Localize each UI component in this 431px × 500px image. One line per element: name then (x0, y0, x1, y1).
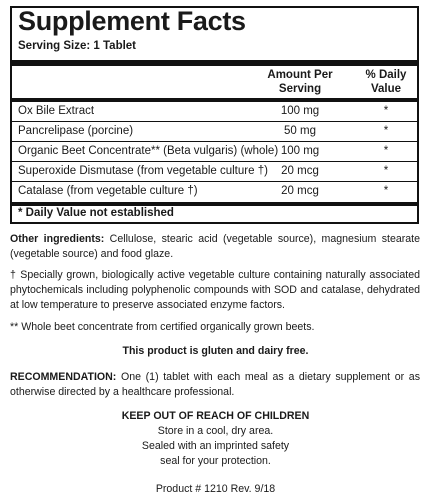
table-row (12, 142, 417, 161)
ingredient-amount: 50 mg (284, 125, 316, 137)
thick-divider (12, 60, 417, 66)
daily-value-header: % Daily Value (365, 69, 407, 95)
table-row (12, 102, 417, 121)
beet-footnote: ** Whole beet concentrate from certified organically grown beets. (10, 321, 315, 333)
storage-line: seal for your protection. (160, 455, 271, 467)
product-code: Product # 1210 Rev. 9/18 (155, 483, 276, 495)
supplement-facts-panel (10, 6, 419, 224)
ingredient-dv: * (383, 125, 389, 137)
ingredient-name: Ox Bile Extract (18, 105, 95, 117)
ingredient-amount: 100 mg (280, 145, 320, 157)
serving-size: Serving Size: 1 Tablet (18, 40, 137, 52)
ingredient-amount: 100 mg (280, 105, 320, 117)
ingredient-amount: 20 mcg (281, 185, 319, 197)
gluten-dairy-note: This product is gluten and dairy free. (122, 345, 309, 357)
table-row (12, 162, 417, 181)
ingredient-dv: * (383, 165, 389, 177)
ingredient-name: Superoxide Dismutase (from vegetable culture †) (18, 165, 268, 177)
ingredient-name: Catalase (from vegetable culture †) (18, 185, 198, 197)
other-ingredients-text: Cellulose, stearic acid (vegetable source), magnesium stearate (vegetable source) and food glaze. (10, 233, 420, 260)
ingredient-dv: * (383, 145, 389, 157)
other-ingredients (10, 232, 420, 262)
amount-per-serving-header: Amount Per Serving (267, 69, 333, 95)
recommendation-text: One (1) tablet with each meal as a dietary supplement or as otherwise directed by a healthcare professional. (10, 371, 420, 398)
other-ingredients-label: Other ingredients: (10, 233, 105, 245)
recommendation-label: RECOMMENDATION: (10, 371, 117, 383)
storage-line: Sealed with an imprinted safety (141, 440, 290, 452)
ingredient-name: Pancrelipase (porcine) (18, 125, 134, 137)
ingredient-dv: * (383, 105, 389, 117)
table-row (12, 122, 417, 141)
storage-line: Store in a cool, dry area. (157, 425, 274, 437)
ingredient-amount: 20 mcg (281, 165, 319, 177)
ingredient-name: Organic Beet Concentrate** (Beta vulgaris) (whole) (18, 145, 279, 157)
panel-title: Supplement Facts (18, 6, 246, 36)
recommendation (10, 370, 420, 400)
dagger-footnote: † Specially grown, biologically active vegetable culture containing naturally associated phytochemicals including polyphenolic compounds with SOD and catalase, dehydrated at low temperature to preserve associated enzyme factors. (10, 269, 420, 311)
warning-heading: KEEP OUT OF REACH OF CHILDREN (121, 410, 310, 422)
footer-divider (12, 202, 417, 206)
ingredient-dv: * (383, 185, 389, 197)
table-row (12, 182, 417, 201)
daily-value-footnote: * Daily Value not established (18, 207, 174, 219)
